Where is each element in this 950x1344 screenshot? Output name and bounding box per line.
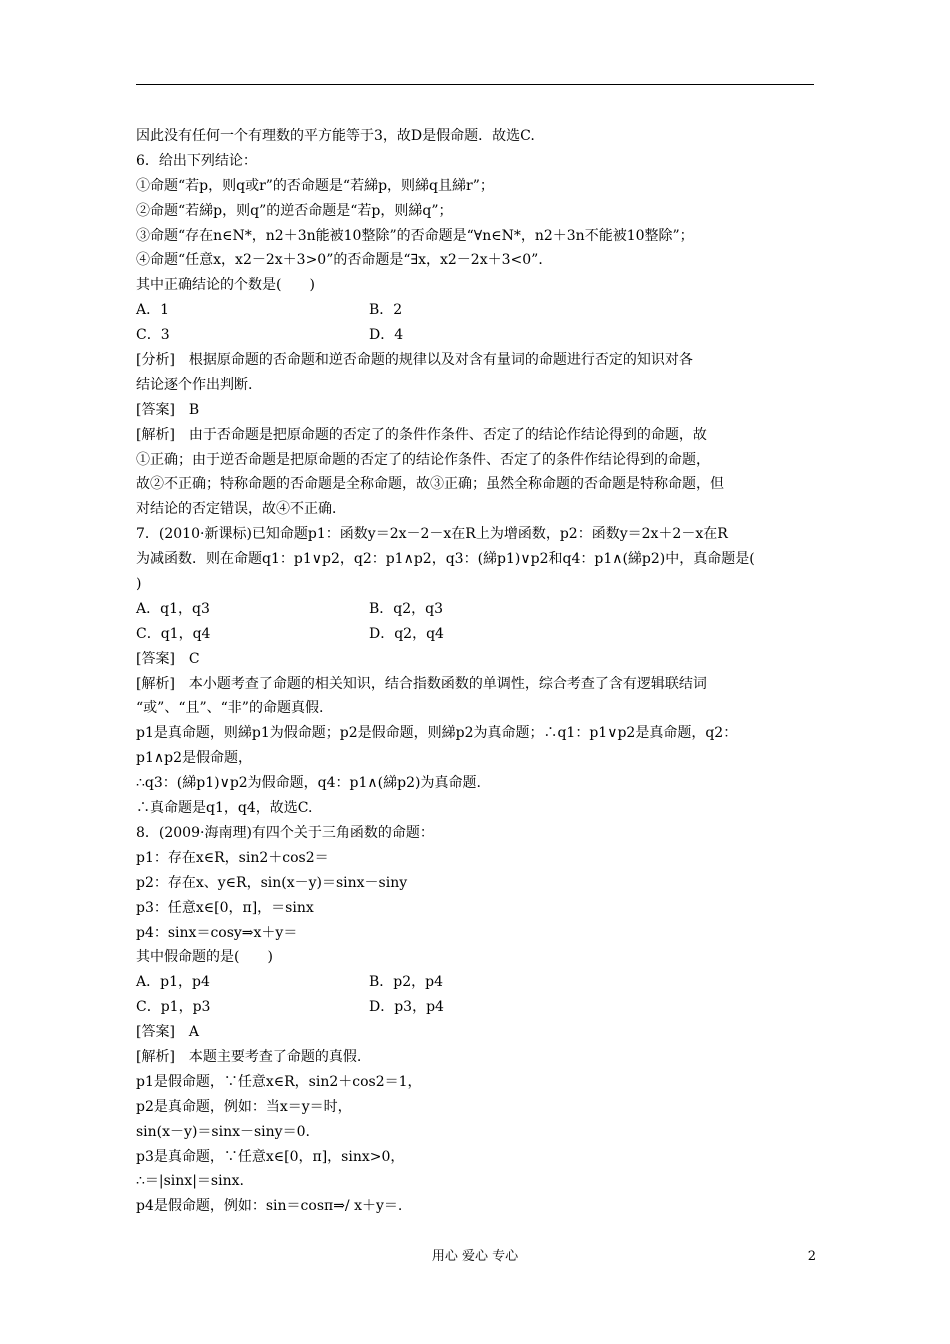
text-line: [答案] B (136, 401, 200, 418)
text-line: p4：sinx＝cosy⇒x＋y＝ (136, 924, 298, 941)
text-line: [答案] C (136, 650, 200, 667)
text-line: p3：任意x∈[0，π]，＝sinx (136, 899, 314, 916)
option-left: C．p1，p3 (136, 999, 211, 1016)
text-line: p1∧p2是假命题， (136, 750, 252, 767)
text-line: p1是真命题，则綈p1为假命题；p2是假命题，则綈p2为真命题；∴q1：p1∨p2是真命题，q2： (136, 725, 738, 742)
option-right: B．2 (369, 302, 403, 319)
text-line: 为减函数．则在命题q1：p1∨p2，q2：p1∧p2，q3：(綈p1)∨p2和q4：p1∧(綈p2)中，真命题是( (136, 551, 755, 568)
text-line: 结论逐个作出判断. (136, 376, 253, 393)
text-line: sin(x－y)＝sinx－siny＝0. (136, 1123, 310, 1140)
text-line: [答案] A (136, 1024, 200, 1041)
option-left: C．3 (136, 327, 170, 344)
option-left: A．q1，q3 (136, 600, 210, 617)
text-line: ①正确；由于逆否命题是把原命题的否定了的结论作条件、否定了的条件作结论得到的命题， (136, 451, 710, 468)
text-line: ) (136, 576, 142, 593)
body-text (136, 124, 816, 1219)
text-line: [解析] 本题主要考查了命题的真假. (136, 1048, 362, 1065)
text-line: p1：存在x∈R，sin2＋cos2＝ (136, 849, 329, 866)
option-row (136, 298, 816, 323)
text-line: 其中假命题的是( ) (136, 949, 273, 966)
option-left: A．p1，p4 (136, 974, 210, 991)
text-line: 其中正确结论的个数是( ) (136, 277, 315, 294)
option-left: A．1 (136, 302, 170, 319)
text-line: p3是真命题，∵任意x∈[0，π]，sinx>0， (136, 1148, 405, 1165)
text-line: p2是真命题，例如：当x＝y＝时， (136, 1098, 352, 1115)
text-line: [解析] 本小题考查了命题的相关知识，结合指数函数的单调性，综合考查了含有逻辑联结词 (136, 675, 707, 692)
text-line: ∴q3：(綈p1)∨p2为假命题，q4：p1∧(綈p2)为真命题. (136, 775, 481, 792)
option-row (136, 995, 816, 1020)
option-row (136, 597, 816, 622)
text-line: “或”、“且”、“非”的命题真假. (136, 700, 324, 717)
text-line: ③命题“存在n∈N*，n2＋3n能被10整除”的否命题是“∀n∈N*，n2＋3n不能被10整除”； (136, 227, 694, 244)
option-right: B．q2，q3 (369, 600, 444, 617)
text-line: ∴真命题是q1，q4，故选C. (136, 800, 313, 817)
text-line: [解析] 由于否命题是把原命题的否定了的条件作条件、否定了的结论作结论得到的命题，故 (136, 426, 707, 443)
header-rule (136, 84, 814, 85)
text-line: 8．(2009·海南理)有四个关于三角函数的命题： (136, 824, 434, 841)
text-line: p2：存在x、y∈R，sin(x－y)＝sinx－siny (136, 874, 408, 891)
text-line: 因此没有任何一个有理数的平方能等于3，故D是假命题．故选C. (136, 128, 535, 144)
text-line: [分析] 根据原命题的否命题和逆否命题的规律以及对含有量词的命题进行否定的知识对各 (136, 352, 693, 369)
text-line: ②命题“若綈p，则q”的逆否命题是“若p，则綈q”； (136, 202, 453, 219)
option-row (136, 323, 816, 348)
option-row (136, 622, 816, 647)
text-line: p4是假命题，例如：sin＝cosπ⇒/ x＋y＝. (136, 1198, 403, 1215)
text-line: 7．(2010·新课标)已知命题p1：函数y＝2x－2－x在R上为增函数，p2：函数y＝2x＋2－x在R (136, 526, 728, 543)
option-right: D．q2，q4 (369, 625, 444, 642)
text-line: p1是假命题，∵任意x∈R，sin2＋cos2＝1， (136, 1073, 422, 1090)
text-line: 6．给出下列结论： (136, 152, 257, 169)
text-line: 对结论的否定错误，故④不正确． (136, 501, 346, 518)
option-right: B．p2，p4 (369, 974, 444, 991)
option-right: D．4 (369, 327, 404, 344)
text-line: ①命题“若p，则q或r”的否命题是“若綈p，则綈q且綈r”； (136, 177, 494, 194)
option-left: C．q1，q4 (136, 625, 211, 642)
page-number: 2 (807, 1249, 816, 1264)
option-right: D．p3，p4 (369, 999, 444, 1016)
option-row (136, 970, 816, 995)
text-line: 故②不正确；特称命题的否命题是全称命题，故③正确；虽然全称命题的否命题是特称命题，但 (136, 476, 724, 493)
text-line: ∴＝|sinx|＝sinx. (136, 1173, 244, 1190)
footer-slogan: 用心 爱心 专心 (431, 1249, 519, 1264)
text-line: ④命题“任意x，x2－2x＋3>0”的否命题是“∃x，x2－2x＋3<0”． (136, 252, 553, 269)
